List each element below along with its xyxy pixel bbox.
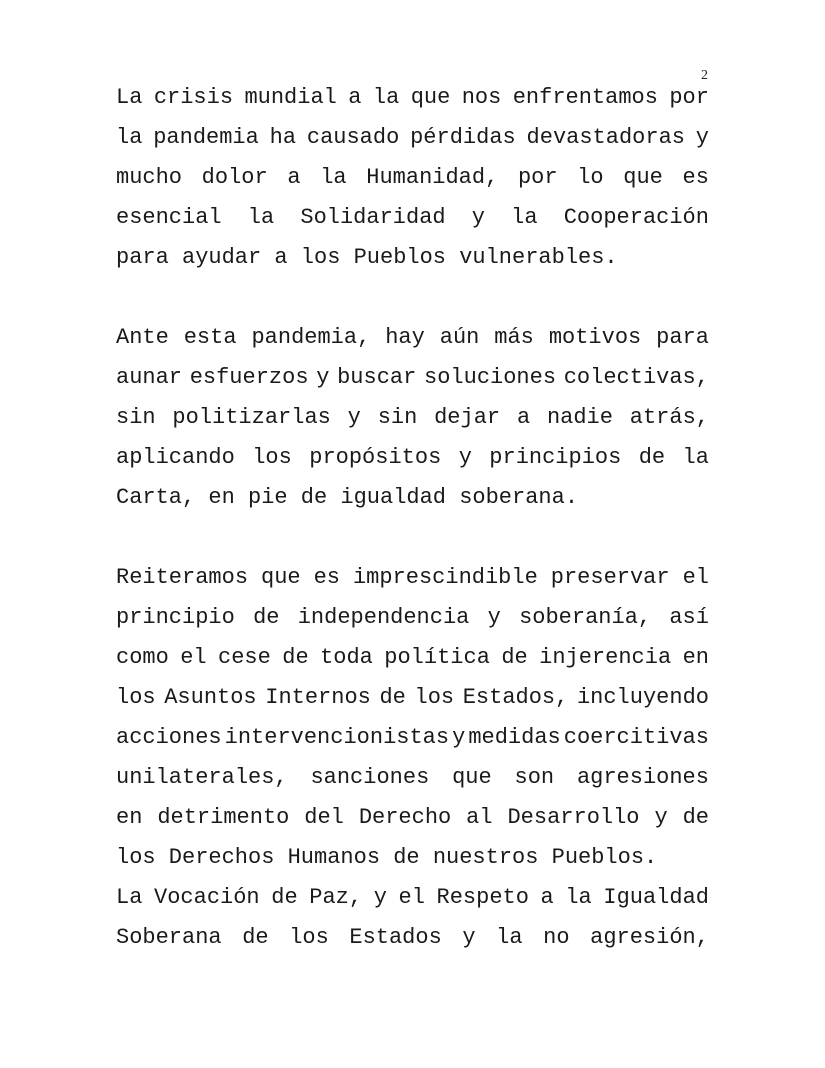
word: esencial	[116, 205, 222, 230]
word: por	[517, 165, 558, 190]
text-line	[116, 718, 709, 758]
word: que	[452, 765, 492, 790]
paragraph-4	[116, 878, 709, 958]
word: imprescindible	[352, 565, 538, 590]
word: Derecho	[358, 805, 452, 830]
word: así	[669, 605, 709, 630]
word: intervencionistas	[224, 725, 450, 750]
word: de	[501, 645, 528, 670]
word: igualdad	[340, 485, 447, 510]
word: el	[682, 565, 709, 590]
text-line	[116, 878, 709, 918]
text-line	[116, 438, 709, 478]
word: de	[379, 685, 406, 710]
word: pie	[248, 485, 288, 510]
word: y	[373, 885, 387, 910]
word: politizarlas	[172, 405, 331, 430]
word: hay	[385, 325, 425, 350]
word: política	[384, 645, 490, 670]
text-line	[116, 758, 709, 798]
word: atrás,	[629, 405, 709, 430]
word: pandemia,	[251, 325, 371, 350]
text-line	[116, 238, 709, 278]
word: Vocación	[154, 885, 260, 910]
word: los	[414, 685, 455, 710]
word: Paz,	[309, 885, 363, 910]
word: Pueblos.	[551, 845, 658, 870]
paragraph-3	[116, 558, 709, 878]
word: en	[682, 645, 709, 670]
word: pandemia	[153, 125, 259, 150]
text-line	[116, 598, 709, 638]
word: nuestros	[432, 845, 539, 870]
word: toda	[320, 645, 373, 670]
word: La	[116, 885, 143, 910]
word: Humanidad,	[366, 165, 499, 190]
word: Humanos	[287, 845, 381, 870]
word: y	[695, 125, 709, 150]
text-line	[116, 318, 709, 358]
word: de	[682, 805, 709, 830]
text-line	[116, 78, 709, 118]
word: es	[313, 565, 340, 590]
word: preservar	[550, 565, 670, 590]
word: en	[116, 805, 143, 830]
text-line	[116, 398, 709, 438]
text-line	[116, 558, 709, 598]
word: Estados	[349, 925, 442, 950]
word: motivos	[548, 325, 642, 350]
word: Estados,	[462, 685, 569, 710]
word: nadie	[546, 405, 613, 430]
text-line	[116, 358, 709, 398]
text-line	[116, 478, 709, 518]
word: la	[320, 165, 347, 190]
word: más	[494, 325, 534, 350]
word: dolor	[201, 165, 268, 190]
word: sin	[116, 405, 156, 430]
word: de	[282, 645, 309, 670]
paragraph-gap	[116, 518, 709, 558]
paragraph-2	[116, 318, 709, 518]
word: buscar	[337, 365, 417, 390]
word: ha	[269, 125, 297, 150]
word: a	[540, 885, 554, 910]
word: causado	[306, 125, 400, 150]
word: a	[348, 85, 362, 110]
word: cese	[218, 645, 271, 670]
word: injerencia	[539, 645, 672, 670]
word: los	[300, 245, 341, 270]
word: la	[116, 125, 143, 150]
word: la	[682, 445, 709, 470]
word: de	[242, 925, 269, 950]
word: sanciones	[310, 765, 430, 790]
word: la	[511, 205, 538, 230]
word: Carta,	[116, 485, 196, 510]
text-line	[116, 638, 709, 678]
word: principios	[489, 445, 622, 470]
paragraph-1	[116, 78, 709, 278]
word: por	[669, 85, 709, 110]
word: el	[180, 645, 207, 670]
word: de	[300, 485, 328, 510]
word: la	[372, 85, 400, 110]
word: a	[287, 165, 301, 190]
word: son	[514, 765, 555, 790]
word: los	[116, 845, 156, 870]
word: acciones	[116, 725, 222, 750]
word: agresión,	[590, 925, 709, 950]
word: La	[116, 85, 143, 110]
word: nos	[461, 85, 502, 110]
word: y	[316, 365, 330, 390]
word: pérdidas	[410, 125, 516, 150]
word: y	[654, 805, 668, 830]
word: a	[516, 405, 531, 430]
word: en	[208, 485, 235, 510]
word: y	[458, 445, 472, 470]
word: devastadoras	[526, 125, 685, 150]
word: enfrentamos	[512, 85, 658, 110]
word: Soberana	[116, 925, 222, 950]
word: los	[252, 445, 292, 470]
text-line	[116, 118, 709, 158]
word: a	[274, 245, 288, 270]
word: propósitos	[309, 445, 442, 470]
word: Igualdad	[603, 885, 709, 910]
word: que	[623, 165, 663, 190]
text-line	[116, 198, 709, 238]
word: de	[638, 445, 666, 470]
word: detrimento	[157, 805, 290, 830]
word: Reiteramos	[116, 565, 249, 590]
word: Solidaridad	[300, 205, 446, 230]
word: ayudar	[182, 245, 262, 270]
word: Respeto	[436, 885, 529, 910]
text-line	[116, 158, 709, 198]
word: para	[116, 245, 169, 270]
word: aunar	[116, 365, 183, 390]
word: soluciones	[424, 365, 557, 390]
word: que	[410, 85, 451, 110]
word: colectivas,	[563, 365, 709, 390]
word: no	[543, 925, 570, 950]
word: Derechos	[168, 845, 275, 870]
word: independencia	[297, 605, 470, 630]
word: mucho	[116, 165, 183, 190]
word: Asuntos	[164, 685, 257, 710]
word: crisis	[153, 85, 234, 110]
text-line	[116, 838, 709, 878]
word: mundial	[244, 85, 337, 110]
text-line	[116, 918, 709, 958]
word: esta	[183, 325, 237, 350]
text-line	[116, 798, 709, 838]
body-text	[116, 78, 709, 958]
word: la	[247, 205, 275, 230]
word: que	[261, 565, 301, 590]
word: como	[116, 645, 169, 670]
word: y	[487, 605, 501, 630]
text-line	[116, 678, 709, 718]
word: Cooperación	[563, 205, 709, 230]
word: incluyendo	[576, 685, 709, 710]
word: unilaterales,	[116, 765, 288, 790]
word: Ante	[116, 325, 169, 350]
word: y	[347, 405, 361, 430]
word: de	[253, 605, 280, 630]
word: la	[565, 885, 592, 910]
word: Desarrollo	[507, 805, 640, 830]
word: la	[496, 925, 523, 950]
word: el	[398, 885, 425, 910]
word: medidas	[468, 725, 561, 750]
word: Pueblos	[353, 245, 447, 270]
word: para	[656, 325, 709, 350]
word: los	[289, 925, 329, 950]
word: al	[466, 805, 493, 830]
word: esfuerzos	[189, 365, 309, 390]
page-number: 2	[701, 68, 708, 83]
word: los	[116, 685, 156, 710]
word: es	[682, 165, 709, 190]
word: soberanía,	[519, 605, 652, 630]
word: dejar	[434, 405, 501, 430]
word: y	[452, 725, 466, 750]
word: aún	[439, 325, 480, 350]
word: y	[471, 205, 485, 230]
word: agresiones	[576, 765, 709, 790]
word: del	[304, 805, 344, 830]
word: lo	[577, 165, 604, 190]
word: y	[462, 925, 476, 950]
paragraph-gap	[116, 278, 709, 318]
word: Internos	[265, 685, 371, 710]
word: de	[271, 885, 298, 910]
word: soberana.	[459, 485, 579, 510]
word: aplicando	[116, 445, 235, 470]
word: principio	[116, 605, 235, 630]
word: vulnerables.	[459, 245, 618, 270]
word: coercitivas	[563, 725, 709, 750]
word: de	[393, 845, 420, 870]
word: sin	[377, 405, 418, 430]
